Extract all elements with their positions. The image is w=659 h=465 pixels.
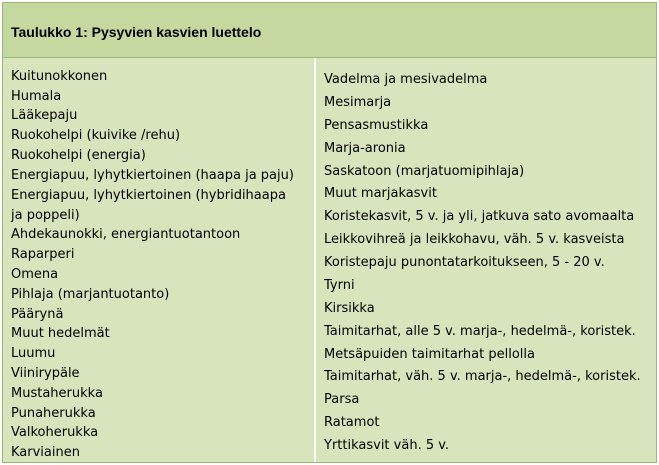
- right-column: [316, 58, 656, 462]
- list-item: Punaherukka: [11, 406, 96, 421]
- list-item: Lääkepaju: [11, 108, 78, 123]
- list-item: Leikkovihreä ja leikkohavu, väh. 5 v. kasveista: [324, 232, 625, 247]
- list-item: Energiapuu, lyhytkiertoinen (haapa ja paju): [11, 168, 294, 183]
- list-item: Päärynä: [11, 307, 64, 322]
- list-item: Kuitunokkonen: [11, 69, 108, 84]
- list-item: Valkoherukka: [11, 425, 99, 440]
- list-item: Muut marjakasvit: [324, 186, 437, 201]
- list-item: Vadelma ja mesivadelma: [324, 72, 488, 87]
- plant-list-table: [2, 2, 657, 463]
- list-item: Kirsikka: [324, 301, 375, 316]
- list-item: Tyrni: [324, 278, 355, 293]
- list-item: Ruokohelpi (energia): [11, 148, 146, 163]
- list-item: Mustaherukka: [11, 386, 103, 401]
- list-item: Taimitarhat, alle 5 v. marja-, hedelmä-, koristek.: [324, 324, 636, 339]
- table-header: [3, 3, 656, 58]
- list-item: Marja-aronia: [324, 141, 406, 156]
- list-item: Parsa: [324, 392, 360, 407]
- list-item: Metsäpuiden taimitarhat pellolla: [324, 347, 535, 362]
- list-item: Pihlaja (marjantuotanto): [11, 287, 170, 302]
- list-item: Yrttikasvit väh. 5 v.: [324, 438, 450, 453]
- list-item: Mesimarja: [324, 95, 392, 110]
- list-item: Ratamot: [324, 415, 380, 430]
- list-item: Ruokohelpi (kuivike /rehu): [11, 128, 181, 143]
- list-item: Energiapuu, lyhytkiertoinen (hybridihaapa: [11, 188, 286, 203]
- list-item: Pensasmustikka: [324, 118, 429, 133]
- list-item: ja poppeli): [11, 208, 80, 223]
- list-item: Saskatoon (marjatuomipihlaja): [324, 164, 525, 179]
- list-item: Luumu: [11, 346, 56, 361]
- list-item: Viinirypäle: [11, 366, 80, 381]
- list-item: Muut hedelmät: [11, 326, 110, 341]
- list-item: Humala: [11, 89, 62, 104]
- list-item: Taimitarhat, väh. 5 v. marja-, hedelmä-, koristek.: [324, 369, 641, 384]
- list-item: Koristepaju punontatarkoitukseen, 5 - 20 v.: [324, 255, 605, 270]
- left-column: [3, 58, 316, 462]
- list-item: Koristekasvit, 5 v. ja yli, jatkuva sato avomaalta: [324, 209, 635, 224]
- list-item: Ahdekaunokki, energiantuotantoon: [11, 227, 241, 242]
- list-item: Raparperi: [11, 247, 75, 262]
- list-item: Karviainen: [11, 445, 80, 460]
- table-title: Taulukko 1: Pysyvien kasvien luettelo: [11, 24, 262, 40]
- list-item: Omena: [11, 267, 59, 282]
